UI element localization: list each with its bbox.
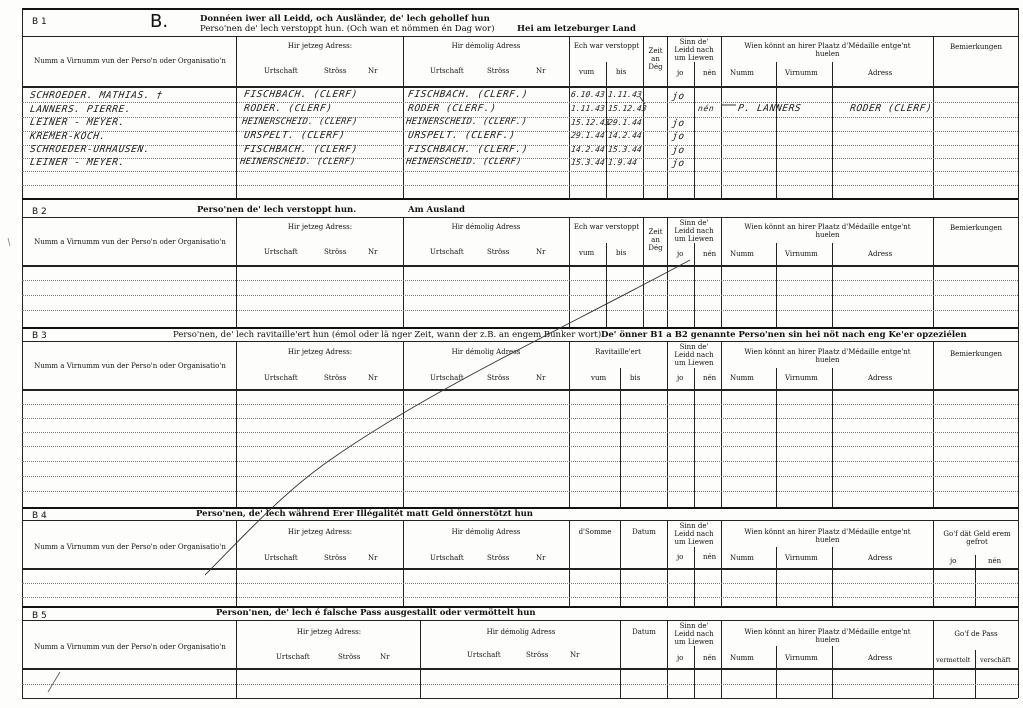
- b2-header-alive: Sinn de' Leidd nach um Liewen: [674, 219, 714, 244]
- b3-title: Perso'nen, de' lech ravitaille'ert hun (émol oder lä nger Zeit, wann der z.B. an engem Bunker wort): [173, 330, 602, 340]
- b1-header-alive: Sinn de' Leidd nach um Liewen: [674, 38, 714, 63]
- b1-header-adress: Adress: [868, 69, 893, 77]
- b5-header-adress: Adress: [868, 654, 893, 662]
- b1-header-nr-1: Nr: [368, 67, 378, 75]
- b1-header-bis: bis: [616, 68, 627, 76]
- b1-row-former: HEINERSCHEID. (CLERF): [405, 157, 523, 167]
- b3-header-ortschaft-2: Urtschaft: [430, 374, 464, 382]
- b2-header-name: Numm a Virnumm vun der Perso'n oder Organisatio'n: [34, 238, 226, 246]
- b1-row-name: LEINER - MEYER.: [29, 117, 126, 128]
- b1-row-name: KREMER-KOCH.: [29, 131, 107, 142]
- b1-row-current: HEINERSCHEID. (CLERF): [239, 157, 357, 167]
- b2-header-remarks: Bemierkungen: [949, 224, 1003, 232]
- b3-header-stross-1: Ströss: [324, 374, 347, 382]
- b3-header-remarks: Bemierkungen: [949, 350, 1003, 358]
- b3-header-jo: jo: [677, 374, 684, 382]
- b3-header-current: Hir jetzeg Adress:: [287, 348, 353, 356]
- b1-header-virnumm: Virnumm: [785, 69, 818, 77]
- b5-header-name: Numm a Virnumm vun der Perso'n oder Organisatio'n: [34, 643, 226, 651]
- b2-title: Perso'nen de' lech verstoppt hun.: [197, 205, 357, 215]
- b2-header-jo: jo: [677, 250, 684, 258]
- b1-row-alive: jo: [671, 91, 686, 102]
- b2-header-nr-1: Nr: [368, 248, 378, 256]
- b4-header-jo: jo: [677, 553, 684, 561]
- b2-header-nen: nén: [703, 250, 717, 258]
- b2-header-current: Hir jetzeg Adress:: [287, 223, 353, 231]
- b5-header-medal: Wien könnt an hirer Plaatz d'Médaille entge'nt huelen: [744, 628, 911, 645]
- b2-header-numm: Numm: [730, 250, 754, 258]
- b1-header-jo: jo: [677, 69, 684, 77]
- b2-header-adress: Adress: [868, 250, 893, 258]
- b4-header-stross-1: Ströss: [324, 554, 347, 562]
- b4-header-alive: Sinn de' Leidd nach um Liewen: [674, 522, 714, 547]
- b1-row-to: 1.11.43: [607, 90, 643, 99]
- b5-header-vermettelt: vermettelt: [936, 656, 971, 664]
- b2-header-virnumm: Virnumm: [785, 250, 818, 258]
- b1-row-alive: jo: [671, 145, 686, 156]
- b1-header-numm: Numm: [730, 69, 754, 77]
- b1-header-medal: Wien könnt an hirer Plaatz d'Médaille entge'nt huelen: [744, 42, 911, 59]
- b1-header-remarks: Bemierkungen: [949, 43, 1003, 51]
- b2-header-medal: Wien könnt an hirer Plaatz d'Médaille entge'nt huelen: [744, 223, 911, 240]
- b1-row-from: 15.12.43: [570, 118, 611, 127]
- b5-header-nr-2: Nr: [570, 651, 580, 659]
- b4-header-ortschaft-1: Urtschaft: [264, 554, 298, 562]
- b4-header-current: Hir jetzeg Adress:: [287, 528, 353, 536]
- b1-header-current: Hir jetzeg Adress:: [287, 42, 353, 50]
- b2-header-nr-2: Nr: [536, 248, 546, 256]
- b5-title: Person'nen, de' lech é falsche Pass ausgestallt oder vermöttelt hun: [216, 608, 536, 618]
- b5-header-numm: Numm: [730, 654, 754, 662]
- b5-header-stross-2: Ströss: [526, 651, 549, 659]
- b4-header-money: Go'f dät Geld erem gefrot: [943, 530, 1011, 547]
- b4-header-somme: d'Somme: [578, 528, 612, 536]
- b2-header-hidden: Ech war verstoppt: [573, 223, 640, 231]
- b3-section-code: B 3: [32, 331, 47, 341]
- b1-row-current: FISCHBACH. (CLERF): [243, 144, 359, 155]
- b5-header-former: Hir démolig Adress: [486, 628, 556, 636]
- b4-header-former: Hir démolig Adress: [451, 528, 521, 536]
- b5-header-nr-1: Nr: [380, 653, 390, 661]
- b1-header-stross-2: Ströss: [487, 67, 510, 75]
- b1-header-vum: vum: [579, 68, 595, 76]
- b1-row-alive: nén: [697, 104, 715, 113]
- b1-row-medal-numm: P. LANNERS: [737, 103, 802, 114]
- b1-row-name: LANNERS. PIERRE.: [29, 104, 132, 115]
- b2-header-duration: Zeit an Dég: [648, 228, 663, 253]
- b3-header-nen: nén: [703, 374, 717, 382]
- b4-header-name: Numm a Virnumm vun der Perso'n oder Organisatio'n: [34, 543, 226, 551]
- b1-header-stross-1: Ströss: [324, 67, 347, 75]
- b3-header-ravitailleiert: Ravitaille'ert: [595, 348, 641, 356]
- b5-header-ortschaft-2: Urtschaft: [467, 651, 501, 659]
- b1-header-nr-2: Nr: [536, 67, 546, 75]
- b2-header-vum: vum: [579, 249, 595, 257]
- b3-header-medal: Wien könnt an hirer Plaatz d'Médaille entge'nt huelen: [744, 348, 911, 365]
- b3-header-virnumm: Virnumm: [785, 374, 818, 382]
- b1-row-from: 1.11.43: [570, 104, 606, 113]
- b3-header-alive: Sinn de' Leidd nach um Liewen: [674, 343, 714, 368]
- b5-header-datum: Datum: [632, 628, 656, 636]
- b1-row-name: SCHROEDER-URHAUSEN.: [29, 144, 151, 155]
- b5-header-nen: nén: [703, 654, 717, 662]
- b1-header-hidden: Ech war verstoppt: [573, 42, 640, 50]
- b1-row-alive: jo: [671, 158, 686, 169]
- b4-header-stross-2: Ströss: [487, 554, 510, 562]
- b2-header-ortschaft-1: Urtschaft: [264, 248, 298, 256]
- b2-header-stross-2: Ströss: [487, 248, 510, 256]
- b1-row-to: 15.3.44: [607, 145, 643, 154]
- b1-header-duration: Zeit an Dég: [648, 47, 663, 72]
- b1-row-to: 1.9.44: [607, 158, 638, 167]
- b5-header-ortschaft-1: Urtschaft: [276, 653, 310, 661]
- b1-row-from: 6.10.43: [570, 90, 606, 99]
- b3-header-bis: bis: [630, 374, 641, 382]
- b5-header-virnumm: Virnumm: [785, 654, 818, 662]
- b4-header-ortschaft-2: Urtschaft: [430, 554, 464, 562]
- b1-row-to: 15.12.43: [607, 104, 648, 113]
- b4-section-code: B 4: [32, 511, 47, 521]
- b5-header-stross-1: Ströss: [338, 653, 361, 661]
- b1-row-to: 29.1.44: [607, 118, 643, 127]
- b2-header-stross-1: Ströss: [324, 248, 347, 256]
- b1-row-current: FISCHBACH. (CLERF): [243, 89, 359, 100]
- b1-row-alive: jo: [671, 131, 686, 142]
- b1-header-ortschaft-2: Urtschaft: [430, 67, 464, 75]
- b3-header-ortschaft-1: Urtschaft: [264, 374, 298, 382]
- b4-header-medal: Wien könnt an hirer Plaatz d'Médaille entge'nt huelen: [744, 528, 911, 545]
- b4-header-nen: nén: [703, 553, 717, 561]
- b1-header-name: Numm a Virnumm vun der Perso'n oder Organisatio'n: [34, 57, 226, 65]
- b3-header-stross-2: Ströss: [487, 374, 510, 382]
- b5-header-verschafft: verschäft: [980, 656, 1011, 664]
- b3-header-nr-1: Nr: [368, 374, 378, 382]
- b1-row-former: FISCHBACH. (CLERF.): [407, 89, 529, 100]
- b1-section-code: B 1: [32, 17, 47, 27]
- b2-title-b: Am Ausland: [408, 205, 465, 215]
- b4-header-adress: Adress: [868, 554, 893, 562]
- b4-header-virnumm: Virnumm: [785, 554, 818, 562]
- b3-header-nr-2: Nr: [536, 374, 546, 382]
- b1-row-from: 29.1.44: [570, 131, 606, 140]
- b1-title-line2b: Hei am letzeburger Land: [517, 24, 636, 34]
- b4-header-numm: Numm: [730, 554, 754, 562]
- b5-header-alive: Sinn de' Leidd nach um Liewen: [674, 622, 714, 647]
- b1-section-letter: B.: [150, 11, 169, 32]
- b1-row-to: 14.2.44: [607, 131, 643, 140]
- b1-header-ortschaft-1: Urtschaft: [264, 67, 298, 75]
- b5-section-code: B 5: [32, 611, 47, 621]
- b3-header-vum: vum: [591, 374, 607, 382]
- b1-row-current: HEINERSCHEID. (CLERF): [241, 117, 359, 127]
- b3-header-numm: Numm: [730, 374, 754, 382]
- b2-header-bis: bis: [616, 249, 627, 257]
- b5-header-pass: Go'f de Pass: [954, 630, 998, 638]
- b1-row-current: RODER. (CLERF): [243, 103, 334, 114]
- b1-row-former: HEINERSCHEID. (CLERF.): [405, 117, 528, 127]
- b3-header-adress: Adress: [868, 374, 893, 382]
- b1-row-name: LEINER - MEYER.: [29, 157, 126, 168]
- b4-header-nr-1: Nr: [368, 554, 378, 562]
- b1-row-from: 15.3.44: [570, 158, 606, 167]
- b2-section-code: B 2: [32, 207, 47, 217]
- b4-title: Perso'nen, de' lech während Erer Illégalitét matt Geld önnerstötzt hun: [196, 509, 533, 519]
- b1-row-from: 14.2.44: [570, 145, 606, 154]
- b1-row-name: SCHROEDER. MATHIAS. †: [29, 90, 164, 101]
- b4-header-money-jo: jo: [950, 557, 957, 565]
- b1-title-line1: Donnéen iwer all Leidd, och Ausländer, de' lech gehollef hun: [200, 14, 490, 24]
- b5-header-current: Hir jetzeg Adress:: [296, 628, 362, 636]
- b1-row-alive: jo: [671, 118, 686, 129]
- b2-header-ortschaft-2: Urtschaft: [430, 248, 464, 256]
- b1-row-former: FISCHBACH. (CLERF.): [407, 144, 529, 155]
- b3-header-former: Hir démolig Adress: [451, 348, 521, 356]
- b1-row-former: RODER (CLERF.): [407, 103, 498, 114]
- b4-header-money-nen: nén: [988, 557, 1002, 565]
- b1-row-medal-adress: RODER (CLERF): [849, 103, 933, 114]
- b4-header-nr-2: Nr: [536, 554, 546, 562]
- b1-row-former: URSPELT. (CLERF.): [407, 130, 517, 141]
- b4-header-datum: Datum: [632, 528, 656, 536]
- b3-title-b: De' önner B1 a B2 genannte Perso'nen sin hei nöt nach eng Ke'er opzeziélen: [601, 330, 967, 340]
- b3-header-name: Numm a Virnumm vun der Perso'n oder Organisatio'n: [34, 362, 226, 370]
- b5-header-jo: jo: [677, 654, 684, 662]
- b1-title-line2: Perso'nen de' lech verstoppt hun. (Och wan et nömmen én Dag wor): [200, 24, 495, 34]
- b2-header-former: Hir démolig Adress: [451, 223, 521, 231]
- b1-row-current: URSPELT. (CLERF): [243, 130, 346, 141]
- b1-header-nen: nén: [703, 69, 717, 77]
- b1-header-former: Hir démolig Adress: [451, 42, 521, 50]
